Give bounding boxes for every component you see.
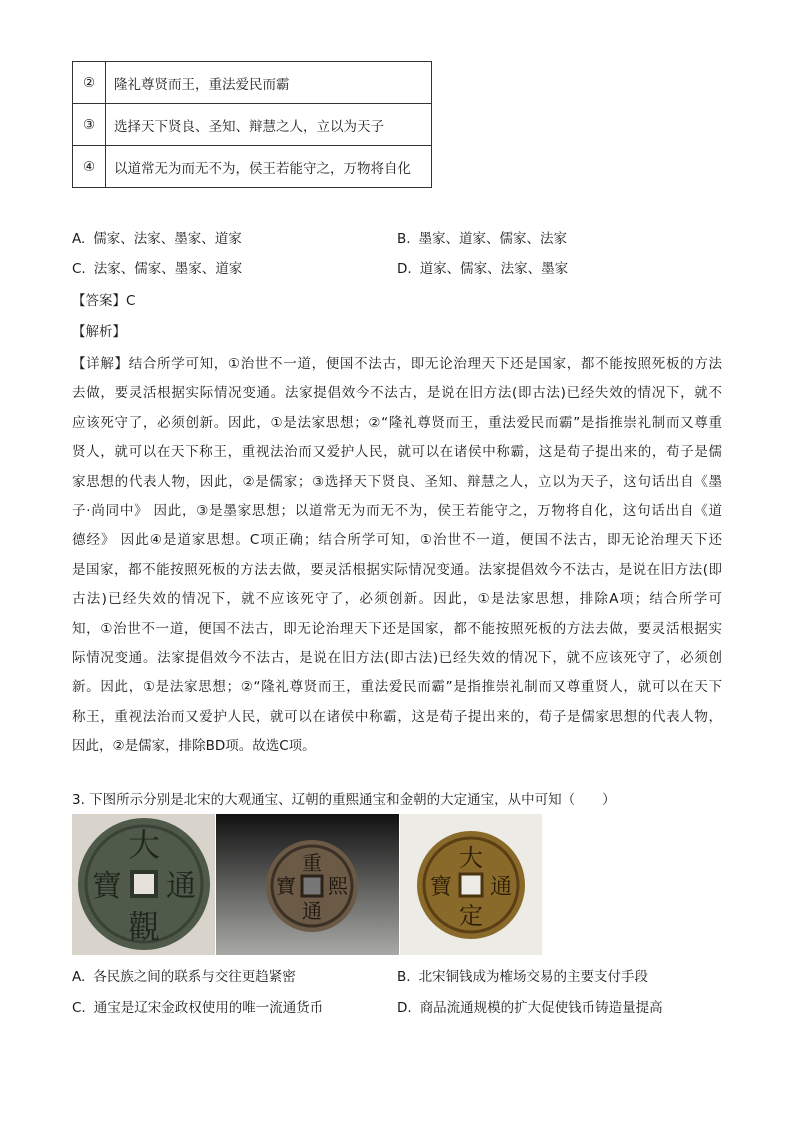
option-label: C. (72, 1000, 86, 1016)
row-text: 选择天下贤良、圣知、辩慧之人，立以为天子 (106, 104, 432, 146)
option-label: D. (397, 261, 412, 277)
option-label: D. (397, 1000, 412, 1016)
option-text: 各民族之间的联系与交往更趋紧密 (93, 969, 296, 985)
coin-image-chongxi (216, 814, 399, 955)
option-label: A. (72, 231, 86, 247)
coin-char-top: 大 (127, 826, 161, 864)
option-text: 儒家、法家、墨家、道家 (93, 231, 242, 247)
q3-option-b[interactable] (397, 965, 648, 985)
coin-char-top: 大 (459, 844, 483, 872)
coin-image-daguan (72, 814, 215, 955)
row-number: ② (73, 62, 106, 104)
coin-char-left: 寶 (276, 874, 296, 898)
coin-char-bottom: 定 (459, 902, 483, 930)
row-text: 隆礼尊贤而王，重法爱民而霸 (106, 62, 432, 104)
detail-line: 新。因此，①是法家思想；②“隆礼尊贤而王，重法爱民而霸”是指推崇礼制而又尊重贤人，就可以在天下 (72, 679, 722, 696)
coin-photo (72, 814, 215, 955)
coin-square-hole (460, 874, 482, 896)
coin-photo (400, 814, 542, 955)
coin-square-hole (302, 876, 322, 896)
detail-line: 知，①治世不一道，便国不法古，即无论治理天下还是国家，都不能按照死板的方法去做，要灵活根据实 (72, 620, 722, 637)
q3-option-a[interactable] (72, 965, 296, 985)
coin-char-top: 重 (302, 851, 322, 875)
option-label: A. (72, 969, 86, 985)
row-number: ③ (73, 104, 106, 146)
detail-line: 德经》 因此④是道家思想。C项正确；结合所学可知，①治世不一道，便国不法古，即无论治理天下还 (72, 532, 722, 549)
detail-line: 子·尚同中》 因此，③是墨家思想；以道常无为而无不为，侯王若能守之，万物将自化，这句话出自《道 (72, 503, 722, 520)
detail-line: 【详解】结合所学可知，①治世不一道，便国不法古，即无论治理天下还是国家，都不能按照死板的方法 (72, 356, 722, 372)
detail-line: 古法)已经失效的情况下，就不应该死守了，必须创新。因此，①是法家思想，排除A项；结合所学可 (72, 591, 722, 608)
detail-line: 因此，②是儒家，排除BD项。故选C项。 (72, 738, 316, 755)
detail-line: 应该死守了，必须创新。因此，①是法家思想；②“隆礼尊贤而王，重法爱民而霸”是指推崇礼制而又尊重 (72, 414, 722, 431)
q2-option-c[interactable] (72, 257, 242, 277)
coin-char-right: 通 (166, 869, 196, 904)
coin-photo (216, 814, 399, 955)
q2-option-a[interactable] (72, 227, 242, 247)
coin-image-dading (400, 814, 542, 955)
answer-value: C (126, 293, 136, 309)
option-text: 通宝是辽宋金政权使用的唯一流通货币 (93, 1000, 324, 1016)
option-text: 北宋铜钱成为榷场交易的主要支付手段 (418, 969, 649, 985)
coin-square-hole (132, 872, 156, 896)
coin-char-bottom: 通 (302, 899, 322, 923)
option-label: B. (397, 969, 411, 985)
option-label: B. (397, 231, 411, 247)
detail-line: 去做，要灵活根据实际情况变通。法家提倡效今不法古，是说在旧方法(即古法)已经失效的情况下，就不 (72, 385, 722, 402)
analysis-tag: 【解析】 (72, 324, 126, 340)
answer-line (72, 289, 135, 309)
table-row (73, 62, 432, 104)
coin-char-bottom: 觀 (127, 908, 161, 946)
row-number: ④ (73, 146, 106, 188)
detail-paragraph (72, 350, 722, 762)
q3-option-d[interactable] (397, 996, 663, 1016)
answer-tag: 【答案】 (72, 293, 126, 309)
coin-char-left: 寶 (429, 875, 453, 900)
option-text: 法家、儒家、墨家、道家 (93, 261, 243, 277)
option-text: 道家、儒家、法家、墨家 (419, 261, 569, 277)
table-row (73, 104, 432, 146)
coin-char-left: 寶 (92, 869, 122, 904)
option-text: 商品流通规模的扩大促使钱币铸造量提高 (419, 1000, 663, 1016)
option-text: 墨家、道家、儒家、法家 (418, 231, 568, 247)
detail-line: 是国家，都不能按照死板的方法去做，要灵活根据实际情况变通。法家提倡效今不法古，是说在旧方法(即 (72, 561, 722, 578)
coin-char-right: 熙 (328, 874, 348, 898)
detail-line: 际情况变通。法家提倡效今不法古，是说在旧方法(即古法)已经失效的情况下，就不应该死守了，必须创 (72, 650, 722, 667)
detail-line: 称王，重视法治而又爱护人民，就可以在诸侯中称霸，这是荀子提出来的，荀子是儒家思想的代表人物， (72, 708, 722, 725)
option-label: C. (72, 261, 86, 277)
detail-line: 家思想的代表人物，因此，②是儒家；③选择天下贤良、圣知、辩慧之人，立以为天子，这句话出自《墨 (72, 473, 722, 490)
quotes-table (72, 61, 432, 188)
q2-option-d[interactable] (397, 257, 568, 277)
q3-option-c[interactable] (72, 996, 323, 1016)
detail-line: 贤人，就可以在天下称王，重视法治而又爱护人民，就可以在诸侯中称霸，这是荀子提出来的，荀子是儒 (72, 444, 722, 461)
row-text: 以道常无为而无不为，侯王若能守之，万物将自化 (106, 146, 432, 188)
table-row (73, 146, 432, 188)
question-3-stem: 3. 下图所示分别是北宋的大观通宝、辽朝的重熙通宝和金朝的大定通宝，从中可知（ ） (72, 792, 616, 808)
q2-option-b[interactable] (397, 227, 567, 247)
coin-char-right: 通 (489, 875, 513, 900)
